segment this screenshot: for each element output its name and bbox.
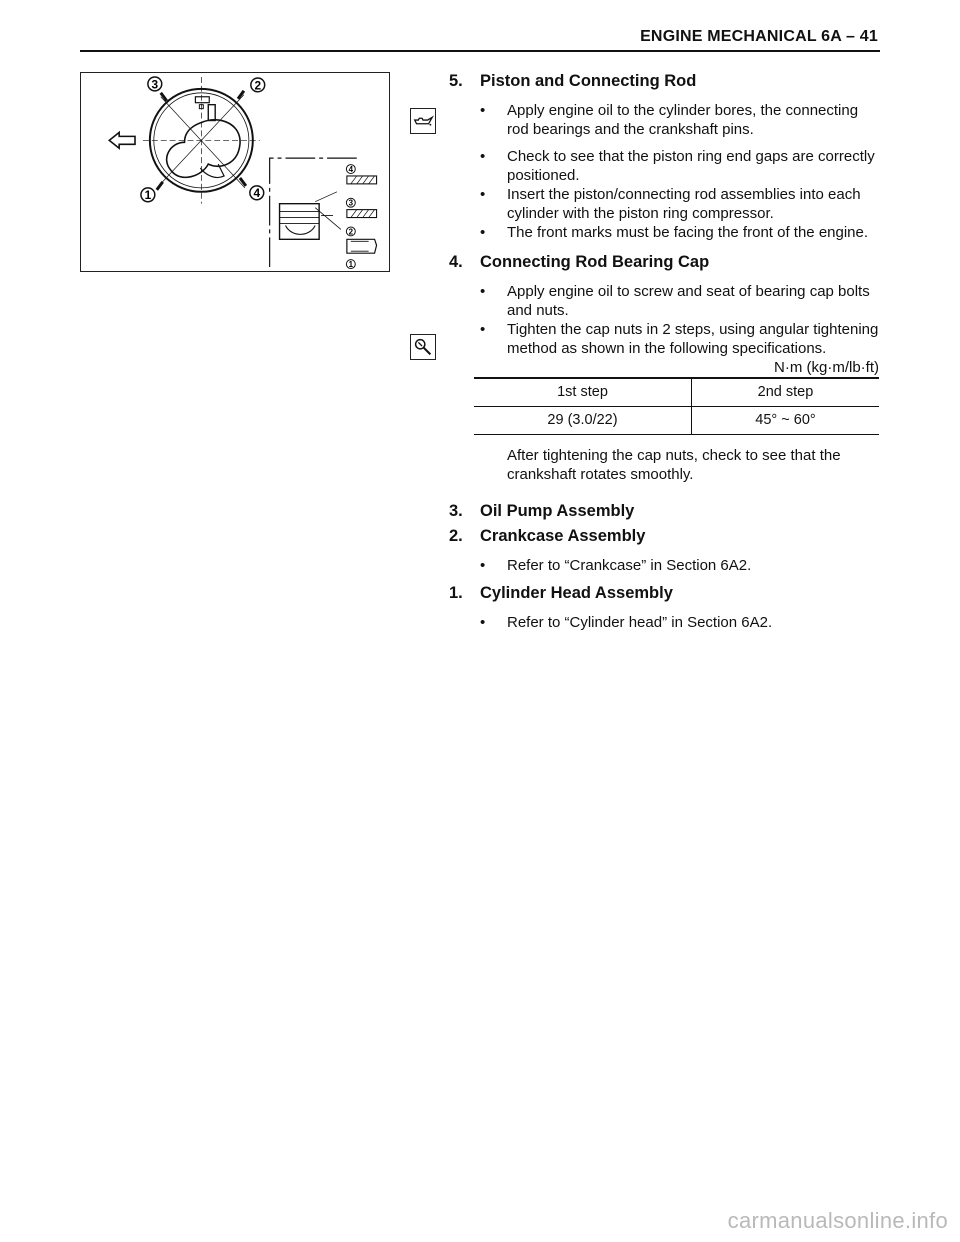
piston-ring-gap-figure: [80, 72, 390, 272]
section-heading: 1. Cylinder Head Assembly: [449, 584, 673, 602]
tightening-note: After tightening the cap nuts, check to see that the crankshaft rotates smoothly.: [507, 447, 841, 483]
wrench-icon: [410, 334, 436, 360]
table-row: [474, 407, 879, 435]
page-title: ENGINE MECHANICAL 6A – 41: [640, 28, 878, 45]
svg-text:4: 4: [348, 165, 354, 174]
header-rule: [80, 50, 880, 52]
callout-2: [251, 78, 265, 92]
svg-text:2: 2: [254, 78, 262, 93]
svg-text:1: 1: [144, 188, 152, 203]
list-item: • Tighten the cap nuts in 2 steps, using angular tightening method as shown in the following specifications.: [480, 320, 879, 358]
section-bearing-cap: [449, 253, 879, 484]
ring-second: [347, 210, 377, 218]
callout-3: [148, 77, 162, 91]
section-oil-pump: [449, 502, 879, 521]
table-header-cell: 2nd step: [692, 378, 880, 407]
list-item: • Apply engine oil to the cylinder bores, the connecting rod bearings and the crankshaft pins.: [480, 101, 879, 139]
ring-top: [347, 176, 377, 184]
list-item: • Refer to “Crankcase” in Section 6A2.: [480, 556, 879, 575]
svg-text:3: 3: [151, 77, 159, 92]
table-cell: 45° ~ 60°: [692, 407, 880, 435]
bullet-list: [449, 282, 879, 358]
section-cylinder-head: [449, 584, 879, 632]
list-item: • Check to see that the piston ring end gaps are correctly positioned.: [480, 147, 879, 185]
callout-4: [250, 186, 264, 200]
bullet-list: [449, 556, 879, 575]
torque-spec-table: [474, 377, 879, 435]
ring-oil: [347, 239, 377, 253]
section-heading: 4. Connecting Rod Bearing Cap: [449, 253, 710, 271]
procedure-content: [449, 72, 879, 632]
table-cell: 29 (3.0/22): [474, 407, 692, 435]
svg-text:2: 2: [348, 227, 354, 237]
bullet-list: [449, 101, 879, 242]
section-heading: 3. Oil Pump Assembly: [449, 502, 635, 520]
svg-text:1: 1: [348, 260, 354, 270]
piston-ring-diagram: [81, 73, 389, 271]
oil-can-icon: [410, 108, 436, 134]
spec-unit: N·m (kg·m/lb·ft): [774, 359, 879, 376]
list-item: • Refer to “Cylinder head” in Section 6A2.: [480, 613, 879, 632]
list-item: • The front marks must be facing the front of the engine.: [480, 223, 879, 242]
watermark: carmanualsonline.info: [727, 1208, 948, 1233]
list-item: • Apply engine oil to screw and seat of bearing cap bolts and nuts.: [480, 282, 879, 320]
callout-1: [141, 188, 155, 202]
svg-text:4: 4: [253, 186, 261, 201]
table-header-cell: 1st step: [474, 378, 692, 407]
table-header-row: [474, 378, 879, 407]
list-item: • Insert the piston/connecting rod assemblies into each cylinder with the piston ring compressor.: [480, 185, 879, 223]
section-heading: 2. Crankcase Assembly: [449, 527, 646, 545]
section-heading: 5. Piston and Connecting Rod: [449, 72, 697, 90]
svg-text:3: 3: [348, 198, 354, 208]
bullet-list: [449, 613, 879, 632]
section-crankcase: [449, 527, 879, 575]
section-piston: [449, 72, 879, 242]
